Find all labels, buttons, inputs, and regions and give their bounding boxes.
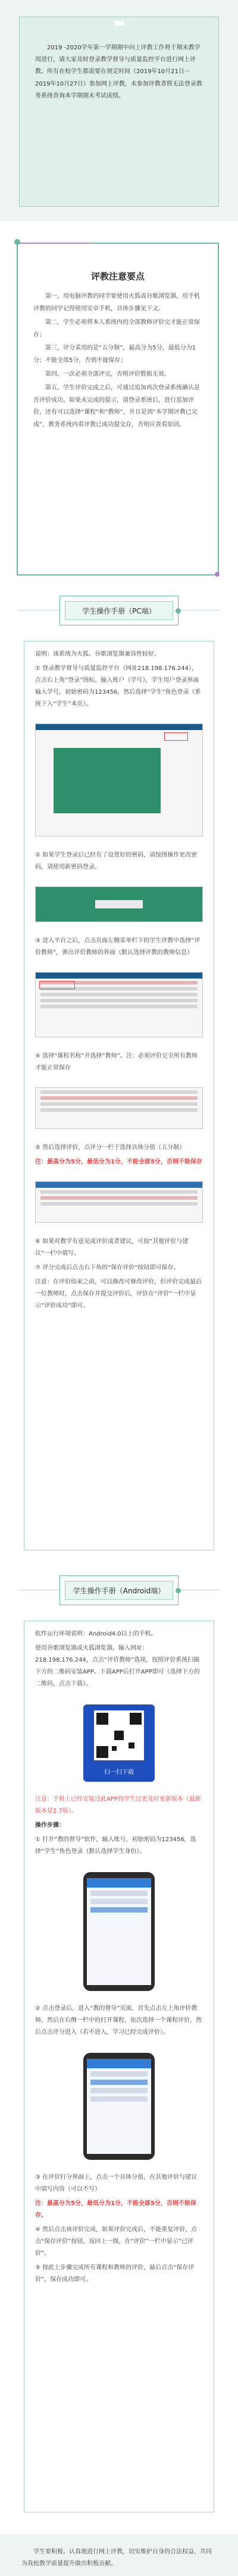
- android-guide-text-4: [24, 2165, 214, 2295]
- pc-evaluate-screenshot: [35, 972, 203, 1037]
- screenshot-row: [40, 1096, 198, 1100]
- screenshot-row: [40, 1202, 198, 1206]
- screenshot-row: [40, 1090, 198, 1094]
- android-step-5: ⑤ 按此上步骤完成所有课程和教师的评价，最后点击“保存评价”，保存成功即可。: [35, 2264, 195, 2283]
- android-step-4: ④ 然后点击该评价完成，如果评价完成后，不能重复评价，点击“保存评价”按钮，返回上一级，在“评价”一栏中显示“已评价”。: [35, 2226, 198, 2257]
- pc-section-title: 学生操作手册（PC端）: [65, 601, 173, 620]
- pc-score-screenshot: [35, 1181, 203, 1223]
- pc-header-line-right: [178, 610, 220, 611]
- pc-guide-text-2: [24, 842, 214, 883]
- android-guide: [24, 1621, 214, 2512]
- pc-course-screenshot: [35, 1087, 203, 1129]
- phone-list-screenshot: [83, 2053, 155, 2160]
- menu-highlight-mark: [39, 981, 75, 989]
- screenshot-row: [40, 1196, 198, 1200]
- notice-corner-dot: [14, 239, 20, 245]
- notice-title: 评教注意要点: [90, 271, 145, 282]
- pc-header-line-left: [18, 610, 60, 611]
- android-update-note: 注意：手机上已经安装过此APP的学生过更及时更新版本（最新版本是2.7版）。: [35, 1796, 201, 1814]
- android-step-2: ② 点击登录后，进入“教的督导”页面，首先点击左上角评价教师，然后在右侧一栏中的打开课程，依次选择一个课程评价，然后点击评分进入（若不进入，学习已经完成评价）。: [35, 2005, 202, 2036]
- notice-deco-line: [18, 243, 89, 244]
- intro-text: 2019 -2020学年第一学期期中向上评教工作将于期末教学周进行，请大家及时登录教学督导与质量监控平台进行网上评教。所有在校学生都需要在规定时间（2019年10月21日－2019年10月27日）参加网上评教，未参加评教者将无法登录教务系统查询本学期期末考试成绩。: [35, 45, 202, 99]
- pc-step-7: ⑦ 评分完成后点击右下角的“保存评价”按钮即可保存。: [35, 1265, 180, 1271]
- screenshot-row: [40, 1102, 198, 1106]
- pc-step-2: ② 如果学生登录后已经有了设置好的密码，请按图操作更改密码，请使用新密码登录。: [35, 852, 198, 870]
- pc-guide-text-4: [24, 1043, 214, 1084]
- android-env: 软件运行环境说明：Android4.0以上的手机。: [35, 1631, 157, 1637]
- phone-screen: [87, 1878, 151, 1985]
- pc-guide: [24, 641, 214, 1550]
- footer: [0, 2534, 238, 2576]
- screenshot-topbar: [36, 724, 202, 730]
- pc-login-screenshot: [35, 724, 203, 836]
- screenshot-topbar-3: [36, 1182, 202, 1188]
- pc-step-3: ③ 进入平台之后，点击页面左侧菜单栏下的学生评教中选择“评价教师”，弹出评价教师的界面（默认选择评教的教师信息）: [35, 938, 201, 956]
- banner-tag: [115, 21, 124, 26]
- pc-step-4: ④ 选择“课程名称”并选择“教师”。注：必须评价完全所有教师才能正常保存: [35, 1053, 198, 1071]
- android-download: 使用谷歌浏览器或火狐浏览器，输入网址：218.198.176.244，点击“评价教师”选项，按照评价系统扫描下方的二维码安装APP。下载APP后打开APP即可（选择下方的二维码，点击下载）。: [35, 1645, 200, 1687]
- notice-item-5: 第五，学生评价完成之后，可通过追加再次登录系统确认是否评价成功。如果未完成的提示，请登录系统后，进行追加评价，还有可以选择“课程“和“教师”，并且是到“本学期评教已完成”，教务系统内看评教已成功提交存，否则应查看原因。: [33, 384, 200, 429]
- android-header-dot: [176, 1588, 181, 1593]
- android-step-3: ③ 在评价打分界面上，点击一个具体分值，在其他评价与建议中填写内容（可以不写）: [35, 2174, 198, 2193]
- password-input-mock: [95, 900, 143, 908]
- pc-step-note-2: 注意：在评价结束之前，可以修改可修改评价，但评价完成最后一位教师时，点击保存并提交评价后，评价在“评价”一栏中显示“评价成功”即可。: [35, 1279, 202, 1309]
- pc-step-5: ⑤ 然后选择评价，点评分一栏于选择具体分值（五分制）: [35, 1144, 186, 1151]
- intro-banner: [19, 17, 219, 207]
- screenshot-row: [40, 1108, 198, 1112]
- screenshot-row: [40, 999, 198, 1002]
- android-steps-heading: 操作步骤：: [35, 1822, 65, 1829]
- campus-image: [54, 748, 161, 813]
- pc-guide-text-3: [24, 928, 214, 968]
- android-section-header: [60, 1575, 178, 1605]
- notice-box: [17, 243, 219, 575]
- screenshot-topbar-2: [36, 973, 202, 979]
- screenshot-row: [40, 1190, 198, 1194]
- pc-step-note: 说明：该系统为火狐、谷歌浏览器兼容性较好。: [35, 651, 160, 658]
- qr-code: [94, 1710, 144, 1760]
- notice-item-3: 第三，评分采用的是“五分制”，最高分为5分，最低分为1分；不能全部5分，否则不能保存；: [33, 345, 196, 364]
- notice-item-2: 第二，学生必须将本人系统内的全部教师评价完才能正常保存；: [33, 319, 200, 338]
- android-guide-text-3: [24, 1996, 214, 2048]
- screenshot-row: [40, 1005, 198, 1008]
- notice-item-4: 第四，一次必须全部评完，否则评价数据无效。: [45, 371, 170, 378]
- qr-code-card: [83, 1704, 155, 1782]
- footer-text: 学生要积极、认真地进行网上评教，切实维护自身的合法权益，共同为我校教学质量提升做出积极贡献。: [21, 2549, 212, 2567]
- notice-item-1: 第一，用电脑评教的同学要使用火狐或谷歌浏览器，用手机评教的同学记得使用安卓手机，具体步骤见下文。: [33, 293, 200, 313]
- login-highlight-mark: [164, 732, 188, 741]
- pc-step-6: ⑥ 如果对教学有意见或评价或者建议，可按“其他评价与建议”一栏中填写。: [35, 1238, 189, 1257]
- screenshot-row: [40, 993, 198, 996]
- notice-body: [18, 284, 218, 440]
- android-step-3-warn: 注：最高分为5分，最低分为1分，不能全部5分，否则不能保存。: [35, 2200, 196, 2219]
- qr-label: 扫一扫下载: [104, 1769, 134, 1776]
- pc-section-header: [60, 596, 178, 625]
- pc-step-5-warn: 注：最高分为5分，最低分为1分，不能全部5分，否则不能保存: [35, 1159, 202, 1165]
- android-section-title: 学生操作手册（Android端）: [65, 1581, 173, 1600]
- android-guide-text-2: [24, 1786, 214, 1867]
- pc-guide-text: [24, 641, 214, 720]
- pc-guide-text-6: [24, 1229, 214, 1322]
- phone-login-screenshot: [83, 1872, 155, 1991]
- pc-guide-text-5: [24, 1135, 214, 1178]
- android-step-1: ① 打开“教的督导”软件，输入账号，初始密码为123456，选择“学生”角色登录（默认选择学生身份）。: [35, 1836, 196, 1855]
- pc-password-screenshot: [35, 886, 203, 922]
- pc-step-1: ① 登录教学督导与质量监控平台（网址218.198.176.244），点击右上角“登录”图标，输入账户（学号），学生用户登录界面输入学号，初始密码为123456，然后选择“学生”角色登录（系统下入“学生”本页）。: [35, 665, 201, 707]
- notice-corner-dot-purple: [215, 572, 220, 577]
- pc-header-dot: [176, 608, 181, 614]
- android-guide-text: [24, 1621, 214, 1700]
